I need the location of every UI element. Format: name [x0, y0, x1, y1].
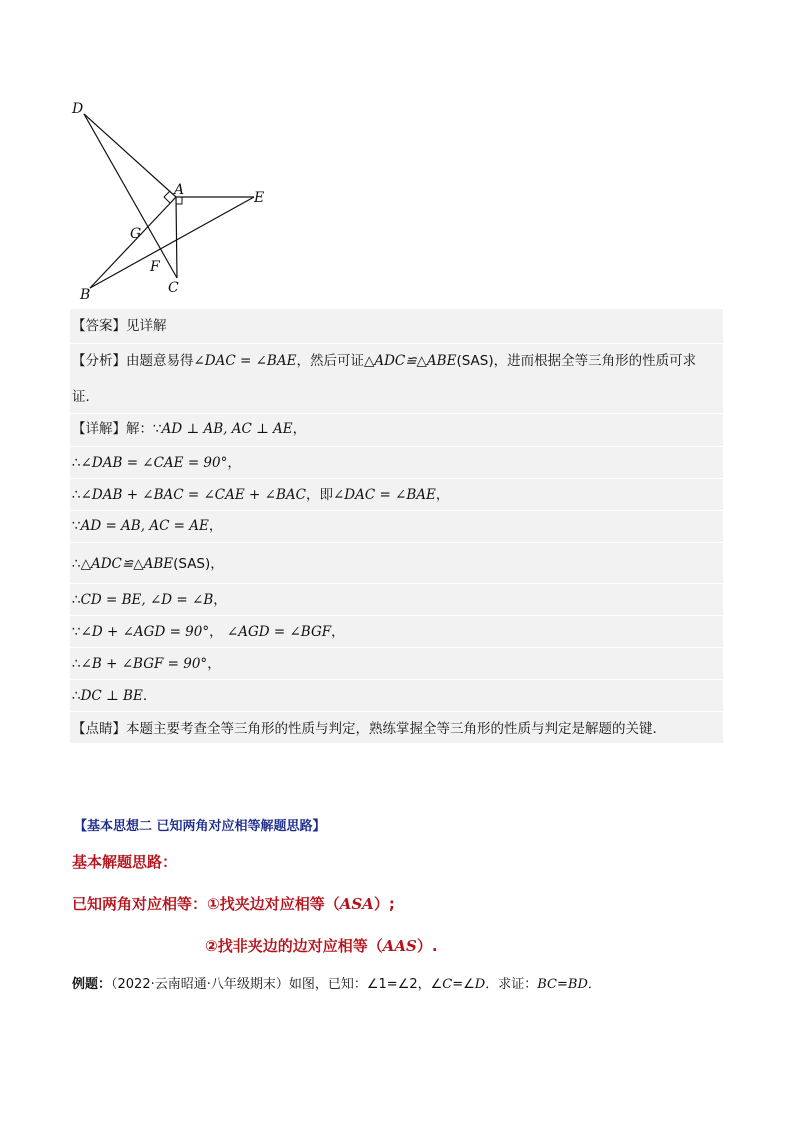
step-symbol: ∵: [72, 518, 81, 534]
segment-AB: [90, 197, 176, 288]
example-var: D: [474, 977, 486, 992]
method-text: ②找非夹边的边对应相等（: [205, 937, 383, 955]
step-tail: ，: [435, 487, 450, 503]
divider: [70, 510, 723, 511]
divider: [70, 542, 723, 543]
step-formula: ∠DAB = ∠CAE = 90°: [80, 455, 228, 471]
step-row: [72, 486, 449, 504]
example-text: 如图，已知：∠1=∠2，∠: [288, 977, 443, 992]
step-formula: AD ⊥ AB, AC ⊥ AE: [161, 421, 293, 437]
example-text: =∠: [452, 977, 475, 992]
label-F: F: [150, 259, 160, 275]
step-tail: ，即: [305, 487, 333, 503]
analysis-line: [72, 352, 696, 370]
method-abbrev: ASA: [339, 895, 374, 913]
step-symbol: ∴: [72, 688, 81, 704]
step-tail: (SAS)，: [173, 556, 224, 572]
divider: [70, 647, 723, 648]
comment-line: [72, 720, 666, 738]
label-B: B: [80, 287, 91, 303]
step-tail: ，: [292, 421, 307, 437]
label-E: E: [254, 190, 265, 206]
step-formula: AD = AB, AC = AE: [80, 518, 209, 534]
method-text: ）;: [373, 895, 395, 913]
step-row: [72, 591, 227, 609]
step-formula: ∠B + ∠BGF = 90°: [80, 656, 208, 672]
step-formula: ∠D + ∠AGD = 90°: [80, 624, 210, 640]
divider: [70, 711, 723, 712]
analysis-formula: △ADC≌△ABE: [363, 353, 457, 369]
analysis-formula: ∠DAC = ∠BAE: [193, 353, 297, 369]
example-text: =: [556, 977, 568, 992]
step-tail: ．: [142, 688, 157, 704]
analysis-tag: 【分析】: [72, 353, 126, 369]
step-symbol: ∴: [72, 455, 81, 471]
step-formula: ∠AGD = ∠BGF: [226, 624, 332, 640]
right-angle-mark-CAE: [176, 197, 182, 204]
analysis-text: ，进而根据全等三角形的性质可求: [493, 353, 697, 369]
step-row: [72, 623, 345, 641]
step-symbol: ∵: [153, 421, 162, 437]
example-line: [72, 973, 601, 992]
answer-line: [72, 317, 167, 335]
comment-text: 本题主要考查全等三角形的性质与判定，熟练掌握全等三角形的性质与判定是解题的关键．: [126, 721, 666, 737]
method-line-1: [72, 893, 395, 914]
divider: [70, 343, 723, 344]
example-text: ．求证：: [485, 977, 538, 992]
analysis-text: 由题意易得: [126, 353, 194, 369]
analysis-text: ，然后可证: [296, 353, 364, 369]
step-row: [72, 454, 241, 472]
detail-line: [72, 420, 306, 438]
method-line-2: [205, 935, 438, 956]
step-row: [72, 687, 156, 705]
example-text: ．: [587, 977, 601, 992]
segment-DA: [84, 114, 176, 197]
step-symbol: ∵: [72, 624, 81, 640]
divider: [70, 413, 723, 414]
divider: [70, 583, 723, 584]
example-var: BD: [567, 977, 588, 992]
analysis-line-2: [72, 388, 99, 406]
right-angle-mark-DAB: [164, 191, 170, 203]
method-text: ）.: [416, 937, 438, 955]
example-var: C: [442, 977, 453, 992]
segment-BE: [90, 197, 254, 288]
step-formula: ∠DAB + ∠BAC = ∠CAE + ∠BAC: [80, 487, 306, 503]
step-tail: ，: [207, 656, 221, 672]
step-tail: ，: [213, 592, 227, 608]
segment-AC: [176, 197, 177, 278]
label-G: G: [130, 226, 142, 242]
step-row: [72, 555, 224, 573]
analysis-sas: (SAS): [456, 353, 494, 369]
analysis-text: 证．: [72, 389, 99, 405]
step-formula: ∠DAC = ∠BAE: [332, 487, 436, 503]
step-symbol: ∴: [72, 656, 81, 672]
segment-DC: [84, 114, 177, 278]
label-C: C: [168, 280, 179, 296]
step-symbol: ∴: [72, 487, 81, 503]
detail-tag: 【详解】: [72, 421, 126, 437]
step-formula: △ADC≌△ABE: [80, 556, 174, 572]
divider: [70, 679, 723, 680]
comment-tag: 【点睛】: [72, 721, 126, 737]
answer-text: 见详解: [126, 318, 167, 334]
method-abbrev: AAS: [382, 937, 417, 955]
triangle-diagram: [68, 96, 278, 304]
step-tail: ，: [331, 624, 345, 640]
step-formula: CD = BE, ∠D = ∠B: [80, 592, 214, 608]
step-tail: ，: [209, 624, 223, 640]
step-symbol: ∴: [72, 592, 81, 608]
step-row: [72, 655, 221, 673]
geometry-figure: [68, 96, 278, 304]
example-source: （2022·云南昭通·八年级期末）: [111, 977, 289, 992]
section-title: 【基本思想二 已知两角对应相等解题思路】: [74, 819, 326, 834]
label-A: A: [174, 182, 185, 198]
example-label: 例题：: [72, 977, 112, 992]
divider: [70, 478, 723, 479]
method-text: 已知两角对应相等：①找夹边对应相等（: [72, 895, 340, 913]
step-row: [72, 517, 222, 535]
step-tail: ，: [208, 518, 223, 534]
detail-start: 解：: [126, 421, 153, 437]
step-formula: DC ⊥ BE: [80, 688, 143, 704]
example-var: BC: [537, 977, 557, 992]
divider: [70, 446, 723, 447]
divider: [70, 615, 723, 616]
section-subtitle: 基本解题思路：: [72, 853, 178, 871]
label-D: D: [72, 101, 84, 117]
step-symbol: ∴: [72, 556, 81, 572]
answer-tag: 【答案】: [72, 318, 126, 334]
step-tail: ，: [227, 455, 241, 471]
